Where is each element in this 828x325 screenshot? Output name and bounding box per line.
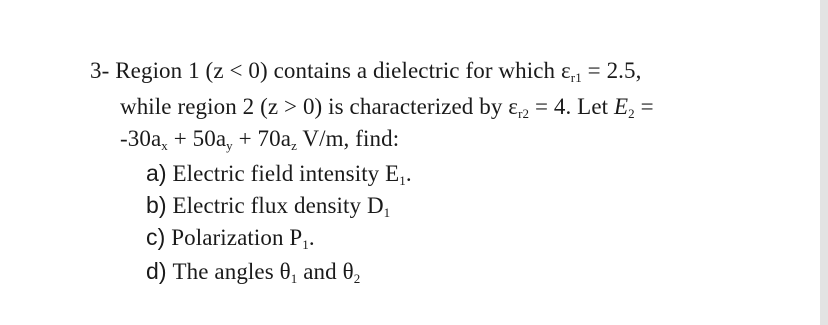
field-e2-symbol: E [613, 94, 629, 119]
problem-line-2-tail: = [634, 94, 654, 119]
unit-vector-x-subscript: x [161, 138, 168, 153]
sub-question-subscript: 1 [302, 237, 309, 252]
sub-question-tail: . [405, 161, 412, 186]
vector-term-y: + 50a [167, 126, 227, 151]
unit-vector-y-subscript: y [226, 138, 233, 153]
problem-line-1-tail: = 2.5, [581, 58, 642, 83]
problem-line-2-mid: = 4. Let [529, 94, 614, 119]
sub-question-tail: . [308, 225, 315, 250]
sub-question-subscript: 1 [290, 271, 298, 286]
vector-term-z: + 70a [232, 126, 292, 151]
sub-question-b [146, 190, 390, 221]
sub-question-label: a) [146, 160, 167, 186]
sub-question-c [146, 222, 315, 253]
sub-question-mid: and θ [297, 259, 354, 284]
problem-number: 3- [90, 58, 110, 83]
sub-question-subscript: 1 [383, 205, 391, 220]
problem-line-2-text: while region 2 (z > 0) is characterized by ε [120, 94, 519, 119]
right-edge-bar [820, 0, 828, 325]
sub-question-text: Electric flux density D [172, 193, 384, 218]
epsilon-r2-subscript: r2 [518, 106, 530, 121]
epsilon-r1-subscript: r1 [570, 70, 582, 85]
sub-question-label: b) [146, 192, 167, 218]
field-e2-subscript: 2 [628, 106, 635, 121]
sub-question-text: Polarization P [171, 225, 303, 250]
problem-line-3 [120, 124, 399, 154]
unit-vector-z-subscript: z [291, 138, 297, 153]
problem-line-3-tail: V/m, find: [296, 126, 400, 151]
sub-question-subscript: 1 [399, 173, 406, 188]
sub-question-text: Electric field intensity E [172, 161, 400, 186]
sub-question-subscript-2: 2 [353, 271, 361, 286]
sub-question-a [146, 158, 412, 189]
sub-question-text: The angles θ [172, 259, 291, 284]
vector-term-x: -30a [120, 126, 162, 151]
problem-line-2 [120, 92, 654, 122]
problem-line-1-text: Region 1 (z < 0) contains a dielectric for which ε [115, 58, 571, 83]
sub-question-d [146, 256, 360, 287]
problem-line-1 [90, 56, 641, 86]
sub-question-label: c) [146, 224, 166, 250]
sub-question-label: d) [146, 258, 167, 284]
